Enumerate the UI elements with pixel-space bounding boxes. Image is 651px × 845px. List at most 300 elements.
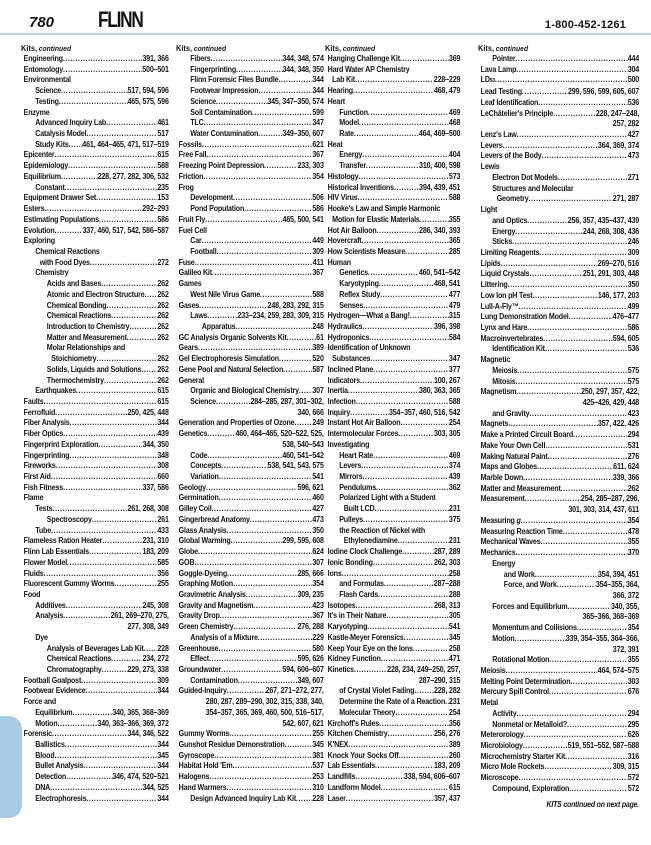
index-entry [478, 194, 639, 205]
entry-text: Flameless Ration Heater [23, 536, 103, 546]
page-numbers: 295 [627, 719, 640, 729]
dot-leader [56, 461, 158, 472]
dot-leader [86, 794, 157, 805]
page-numbers: 541 [448, 622, 461, 632]
page-numbers: 183, 209 [142, 547, 169, 557]
page-numbers: 262 [157, 311, 169, 321]
page-numbers: 257, 282 [612, 119, 640, 129]
dot-leader [516, 387, 581, 398]
index-entry [21, 547, 169, 558]
index-entry [21, 558, 169, 569]
entry-text: Pond Population [190, 204, 245, 214]
page-numbers: 356 [157, 568, 169, 578]
entry-text: Lynx and Hare [480, 322, 528, 332]
index-entry [176, 150, 324, 161]
index-entry [478, 259, 639, 270]
entry-text: Hot Air Balloon [327, 225, 377, 235]
dot-leader [227, 686, 266, 697]
index-entry [478, 216, 639, 227]
index-entry [325, 686, 460, 697]
index-entry [325, 590, 460, 601]
page-numbers: 262 [157, 375, 169, 385]
dot-leader [52, 729, 128, 740]
dot-leader [207, 429, 235, 440]
dot-leader [296, 794, 312, 805]
entry-text: Knock Your Socks Off [327, 750, 399, 760]
entry-text: Groundwater [178, 664, 222, 674]
page-numbers: 615 [448, 782, 461, 792]
index-entry [176, 515, 324, 526]
dot-leader [368, 268, 419, 279]
dot-leader [354, 129, 419, 140]
index-entry [21, 536, 169, 547]
entry-text: Fuse [178, 257, 195, 267]
dot-leader [198, 547, 312, 558]
entry-text: Earthquakes [35, 386, 77, 396]
section-thumb-tab [0, 716, 22, 818]
page-numbers: 262 [157, 279, 169, 289]
dot-leader [285, 740, 313, 751]
page-numbers: 337, 460, 517, 542, 586–587 [82, 225, 169, 235]
page-numbers: 465, 500, 541 [282, 214, 324, 224]
index-entry [176, 558, 324, 569]
index-entry [478, 602, 639, 613]
index-entry [478, 409, 639, 420]
index-entry [325, 354, 460, 365]
page-numbers: 365–366, 368–369 [582, 612, 640, 622]
dot-leader [523, 741, 568, 752]
entry-text: Investigating [327, 439, 370, 449]
dot-leader [63, 483, 142, 494]
dot-leader [63, 429, 157, 440]
entry-text: Isotopes [327, 600, 356, 610]
entry-text: Apparatus [201, 321, 236, 331]
column-header-label: Kits, [478, 43, 495, 53]
index-entry [176, 622, 324, 633]
page-numbers: 287, 289 [433, 547, 461, 557]
index-entry [478, 302, 639, 313]
entry-text: Faults [23, 397, 44, 406]
index-entry [325, 301, 460, 312]
dot-leader [246, 590, 298, 601]
entry-text: Testing [35, 96, 59, 106]
entry-text: Mitosis [492, 376, 516, 386]
page-numbers: 355 [627, 537, 640, 547]
page-numbers: 340, 666 [297, 407, 324, 417]
index-entry [176, 461, 324, 472]
dot-leader [375, 504, 449, 515]
dot-leader [76, 386, 157, 397]
dot-leader [258, 86, 312, 97]
entry-text: Gravity and Magnetism [178, 600, 254, 610]
page-numbers: 460, 464–465, 520–522, 525, [235, 429, 324, 439]
index-entry [176, 504, 324, 515]
entry-text: Magnetic [480, 355, 511, 365]
entry-text: Chemical Reactions [46, 311, 112, 321]
entry-text: Hard Water AP Chemistry [327, 64, 410, 74]
page-numbers: 299, 595, 608 [282, 536, 324, 546]
index-entry [21, 333, 169, 344]
dot-leader [90, 258, 158, 269]
page-numbers: 261, 268, 308 [127, 504, 169, 514]
dot-leader [539, 248, 627, 259]
page-numbers: 337, 586 [142, 482, 169, 492]
entry-text: Lipids [480, 258, 501, 268]
index-entry [325, 697, 460, 708]
page-numbers: 345 [157, 750, 169, 760]
dot-leader [414, 686, 434, 697]
dot-leader [96, 193, 157, 204]
page-numbers: 233–234, 259, 283, 309, 315 [237, 311, 324, 321]
index-entry [478, 323, 639, 334]
entry-text: Laws [190, 311, 208, 321]
dot-leader [206, 150, 312, 161]
page-numbers: 517, 594, 596 [127, 86, 169, 96]
entry-text: Energy [492, 226, 516, 236]
page-numbers: 308 [157, 461, 169, 471]
page-numbers: 374 [448, 461, 461, 471]
dot-leader [199, 301, 267, 312]
page-numbers: 572 [627, 773, 640, 783]
dot-leader [549, 687, 628, 698]
page-numbers: 477 [448, 289, 461, 299]
dot-leader [516, 65, 627, 76]
page-numbers: 355 [627, 655, 640, 665]
index-entry [478, 109, 639, 120]
index-page-continuation [478, 398, 639, 409]
page-numbers: 250, 425, 448 [127, 407, 169, 417]
index-entry [325, 86, 460, 97]
entry-text: Concepts [190, 461, 222, 471]
entry-text: Footwear Impression [190, 86, 259, 96]
entry-text: Substances [332, 354, 371, 364]
page-numbers: 572 [627, 783, 640, 793]
page-numbers: 307 [312, 386, 324, 396]
index-entry [176, 729, 324, 740]
index-entry [176, 451, 324, 462]
page-numbers: 468, 479 [433, 86, 461, 96]
entry-text: Measuring Reaction Time [480, 526, 563, 536]
page-numbers: 277, 308, 349 [127, 622, 169, 632]
page-numbers: 258 [448, 568, 461, 578]
page-numbers: 303, 305 [433, 429, 461, 439]
page-numbers: 468, 541 [433, 279, 461, 289]
index-heading [325, 493, 460, 504]
dot-leader [206, 483, 298, 494]
entry-text: Limiting Reagents [480, 247, 540, 257]
dot-leader [55, 751, 158, 762]
page-numbers: 254 [448, 707, 461, 717]
entry-text: Epicenter [23, 150, 55, 160]
index-entry [21, 451, 169, 462]
page-numbers: 246 [627, 237, 640, 247]
page-numbers: 427 [627, 130, 640, 140]
page-numbers: 262 [157, 364, 169, 374]
page-numbers: 261, 269–270, 275, [110, 611, 169, 621]
page-numbers: 262 [157, 332, 169, 342]
dot-leader [279, 354, 312, 365]
entry-text: Fossils [178, 139, 202, 149]
index-entry [478, 516, 639, 527]
index-entry [176, 161, 324, 172]
dot-leader [59, 97, 128, 108]
entry-text: Energy [339, 150, 363, 160]
index-entry [325, 622, 460, 633]
index-entry [176, 751, 324, 762]
entry-text: Dye [35, 632, 48, 642]
dot-leader [65, 740, 158, 751]
index-entry [478, 312, 639, 323]
index-entry [478, 762, 639, 773]
dot-leader [70, 418, 158, 429]
page-numbers: 100, 267 [433, 375, 461, 385]
index-entry [21, 129, 169, 140]
dot-leader [375, 761, 434, 772]
dot-leader [194, 558, 312, 569]
index-entry [478, 344, 639, 355]
dot-leader [567, 602, 611, 613]
dot-leader [250, 515, 313, 526]
page-numbers: 344 [312, 75, 324, 85]
entry-text: GC Analysis Organic Solvents Kit [178, 332, 287, 342]
index-heading [325, 440, 460, 451]
entry-text: Meterorology [480, 730, 524, 740]
entry-text: Chemical Bonding [46, 300, 107, 310]
index-entry [176, 740, 324, 751]
page-numbers: 357, 437 [433, 793, 461, 803]
entry-text: Gunshot Residue Demonstration [178, 740, 285, 749]
page-numbers: 375 [448, 514, 461, 524]
index-entry [325, 129, 460, 140]
index-entry [21, 665, 169, 676]
entry-text: Evolution [23, 225, 55, 235]
page-numbers: 499 [627, 301, 640, 311]
page-numbers: 228–229 [433, 75, 461, 85]
entry-text: Games [178, 279, 202, 289]
dot-leader [258, 633, 313, 644]
entry-text: Melting Point Determination [480, 676, 571, 686]
index-entry [325, 108, 460, 119]
dot-leader [356, 601, 434, 612]
entry-text: Sticks [492, 237, 513, 247]
index-entry [21, 354, 169, 365]
dot-leader [51, 472, 158, 483]
entry-text: Goggle-Dyeing [178, 568, 227, 578]
index-entry [21, 440, 169, 451]
entry-text: Detection [35, 772, 67, 782]
entry-text: Built LCD [343, 504, 375, 514]
dot-leader [402, 547, 434, 558]
page-numbers: 244, 268, 308, 436 [582, 226, 640, 236]
index-entry [325, 515, 460, 526]
dot-leader [65, 183, 158, 194]
dot-leader [209, 654, 297, 665]
dot-leader [388, 729, 434, 740]
entry-text: Gel Electrophoresis Simulation [178, 354, 279, 364]
page-numbers: 427 [312, 504, 324, 514]
index-entry [176, 794, 324, 805]
index-entry [21, 772, 169, 783]
entry-text: Matter and Measurement [46, 332, 127, 342]
entry-text: Ionic Bonding [327, 557, 373, 567]
entry-text: Magnets [480, 419, 509, 429]
page-numbers: 611, 624 [613, 462, 640, 472]
entry-text: Mechanics [480, 548, 516, 558]
entry-text: Additives [35, 600, 66, 610]
index-entry [176, 644, 324, 655]
page-numbers: 146, 177, 203 [597, 290, 640, 300]
page-numbers: 255 [157, 579, 169, 589]
index-entry [478, 98, 639, 109]
dot-leader [350, 408, 389, 419]
entry-text: Function [339, 107, 368, 117]
entry-text: Instant Hot Air Balloon [327, 418, 401, 428]
entry-text: TLC [190, 118, 204, 128]
page-numbers: 584 [448, 332, 461, 342]
page-numbers: 309, 235 [297, 589, 324, 599]
index-entry [176, 483, 324, 494]
dot-leader [495, 75, 628, 86]
entry-text: Lava Lamp [480, 64, 517, 74]
page-numbers: 575 [627, 376, 640, 386]
page-numbers: 372, 391 [612, 644, 640, 654]
index-heading [21, 247, 169, 258]
page-numbers: 460 [312, 493, 324, 503]
page-numbers: 580 [312, 643, 324, 653]
page-numbers: 249 [312, 418, 324, 428]
index-entry [325, 719, 460, 730]
page-numbers: 469 [448, 450, 461, 460]
index-entry [478, 655, 639, 666]
dot-leader [549, 655, 627, 666]
entry-text: Analysis of a Mixture [190, 632, 258, 642]
index-entry [325, 226, 460, 237]
dot-leader [253, 601, 312, 612]
dot-leader [400, 418, 448, 429]
entry-text: Water Contamination [190, 129, 259, 139]
page-numbers: 348 [157, 450, 169, 460]
page-numbers: 285, 666 [297, 568, 324, 578]
entry-text: Football Goalpost [23, 675, 82, 685]
dot-leader [127, 333, 158, 344]
dot-leader [44, 569, 158, 580]
entry-text: the Reaction of Nickel with [339, 525, 426, 535]
entry-text: Intermolecular Forces [327, 429, 399, 439]
page-numbers: 294 [627, 430, 640, 440]
dot-leader [363, 515, 449, 526]
index-entry [325, 451, 460, 462]
entry-text: Meiosis [492, 365, 518, 375]
index-column [21, 43, 169, 804]
index-heading [176, 183, 324, 194]
index-entry [325, 268, 460, 279]
entry-text: Footwear Evidence [23, 686, 86, 696]
entry-text: Food [23, 589, 41, 599]
entry-text: Engineering [23, 54, 63, 63]
page-numbers: 362 [448, 482, 461, 492]
page-numbers: 599 [312, 107, 324, 117]
index-entry [21, 644, 169, 655]
index-entry [21, 794, 169, 805]
dot-leader [394, 183, 419, 194]
dot-leader [202, 236, 313, 247]
dot-leader [204, 118, 313, 129]
entry-text: Measuring [480, 515, 517, 525]
dot-leader [353, 86, 434, 97]
dot-leader [395, 708, 449, 719]
entry-text: Forces and Equilibrium [492, 601, 568, 611]
index-entry [325, 472, 460, 483]
column-header [176, 43, 324, 54]
page-numbers: 394, 439, 451 [419, 182, 461, 192]
dot-leader [144, 644, 158, 655]
index-entry [21, 740, 169, 751]
entry-text: Fluids [23, 568, 44, 578]
dot-leader [529, 409, 627, 420]
page-numbers: 367 [312, 268, 324, 278]
page-numbers: 594, 606–607 [282, 664, 324, 674]
dot-leader [238, 676, 298, 687]
index-entry [176, 547, 324, 558]
page-numbers: 464, 574–575 [597, 665, 640, 675]
page-numbers: 255 [312, 729, 324, 739]
dot-leader [227, 526, 313, 537]
page-numbers: 316 [627, 751, 640, 761]
index-entry [325, 601, 460, 612]
entry-text: Infection [327, 397, 356, 406]
entry-text: Molar Relationships and [46, 343, 126, 353]
dot-leader [207, 451, 282, 462]
index-page-continuation [176, 719, 324, 730]
dot-leader [379, 279, 434, 290]
index-entry [21, 676, 169, 687]
entry-text: Senses [339, 300, 364, 310]
index-entry [478, 419, 639, 430]
entry-text: Gravimetric Analysis [178, 589, 246, 599]
page-numbers: 354–357, 460, 516, 542 [388, 407, 461, 417]
dot-leader [102, 536, 142, 547]
index-entry [176, 686, 324, 697]
entry-text: with Food Dyes [39, 257, 90, 267]
entry-text: Soil Contamination [190, 107, 252, 117]
entry-text: Gingerbread Anatomy [178, 514, 250, 524]
entry-text: Football [190, 246, 217, 256]
dot-leader [106, 118, 157, 129]
dot-leader [299, 386, 313, 397]
page-numbers: 267, 271–272, 277, [265, 686, 324, 696]
entry-text: Kinetics [327, 664, 354, 674]
entry-text: Chemistry [35, 268, 69, 278]
entry-text: Marble Down [480, 473, 524, 483]
page-numbers: 292–293 [142, 204, 169, 214]
entry-text: Bullet Analysis [35, 761, 84, 771]
dot-leader [63, 611, 110, 622]
dot-leader [233, 579, 312, 590]
page-numbers: 433 [157, 525, 169, 535]
page-numbers: 301, 303, 314, 437, 611 [568, 505, 640, 515]
page-numbers: 380, 363, 365 [419, 386, 461, 396]
dot-leader [515, 227, 583, 238]
dot-leader [231, 536, 283, 547]
dot-leader [81, 676, 157, 687]
page-numbers: 256, 357, 435–437, 439 [567, 215, 640, 225]
dot-leader [244, 204, 312, 215]
dot-leader [400, 54, 449, 65]
dot-leader [58, 719, 98, 730]
page-numbers: 354 [312, 579, 324, 589]
index-entry [325, 536, 460, 547]
page-numbers: 468 [448, 118, 461, 128]
